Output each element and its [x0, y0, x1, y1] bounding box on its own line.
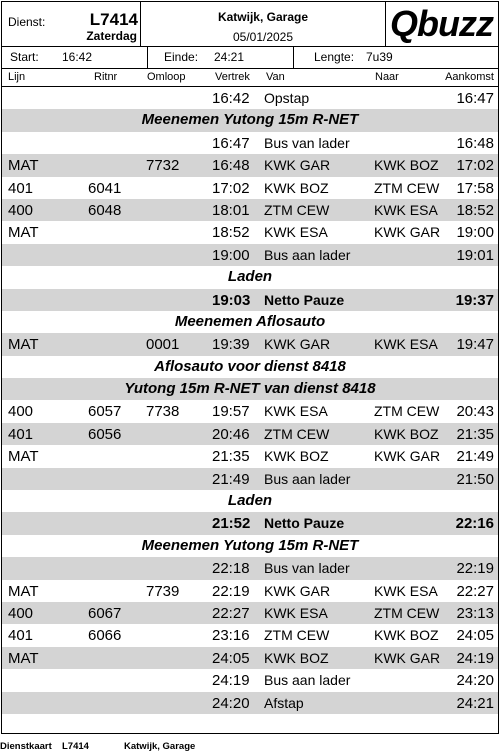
trip-row	[2, 154, 498, 176]
trip-row	[2, 199, 498, 221]
cell-van: KWK ESA	[264, 403, 328, 420]
cell-ritnr: 6066	[88, 627, 122, 645]
section-heading-text: Meenemen Aflosauto	[174, 312, 326, 330]
cell-vertrek: 19:03	[212, 291, 251, 309]
cell-vertrek: 22:18	[212, 560, 250, 578]
cell-naar: ZTM CEW	[374, 403, 440, 420]
cell-omloop: 7732	[146, 157, 180, 175]
cell-lijn: MAT	[8, 582, 39, 600]
start-cell	[2, 47, 148, 68]
cell-omloop: 7738	[146, 403, 180, 421]
section-heading	[2, 535, 498, 557]
cell-lijn: MAT	[8, 224, 39, 242]
cell-lijn: 401	[8, 179, 34, 197]
col-van: Van	[266, 71, 285, 83]
footer-depot: Katwijk, Garage	[124, 741, 196, 752]
cell-aankomst: 22:19	[456, 560, 494, 578]
start-label: Start:	[10, 50, 39, 64]
trip-row	[2, 512, 498, 534]
cell-aankomst: 16:48	[456, 134, 494, 152]
section-heading	[2, 490, 498, 512]
trip-row	[2, 400, 498, 422]
section-heading-text: Aflosauto voor dienst 8418	[154, 357, 346, 375]
cell-aankomst: 17:58	[456, 179, 494, 197]
cell-van: KWK BOZ	[264, 448, 329, 465]
cell-aankomst: 24:19	[456, 649, 494, 667]
cell-van: Netto Pauze	[264, 515, 345, 532]
cell-vertrek: 24:05	[212, 649, 250, 667]
trip-row	[2, 289, 498, 311]
trip-row	[2, 468, 498, 490]
cell-vertrek: 18:01	[212, 201, 250, 219]
cell-lijn: MAT	[8, 448, 39, 466]
cell-van: KWK BOZ	[264, 179, 329, 196]
cell-aankomst: 24:05	[456, 627, 494, 645]
cell-vertrek: 19:39	[212, 336, 250, 354]
length-cell	[294, 47, 499, 68]
footer-title: Dienstkaart	[0, 741, 52, 752]
cell-vertrek: 21:35	[212, 448, 250, 466]
column-header	[2, 69, 498, 87]
cell-naar: KWK ESA	[374, 336, 438, 353]
section-heading	[2, 311, 498, 333]
cell-naar: KWK GAR	[374, 224, 441, 241]
duty-date: 05/01/2025	[232, 30, 294, 44]
end-cell	[148, 47, 294, 68]
cell-van: KWK GAR	[264, 157, 331, 174]
trip-row	[2, 333, 498, 355]
trip-row	[2, 221, 498, 243]
col-naar: Naar	[375, 71, 399, 83]
cell-van: Bus van lader	[264, 134, 350, 151]
cell-van: Bus aan lader	[264, 470, 351, 487]
trip-row	[2, 557, 498, 579]
cell-van: KWK GAR	[264, 582, 331, 599]
end-label: Einde:	[164, 50, 199, 64]
col-ritnr: Ritnr	[94, 71, 118, 83]
cell-van: Bus van lader	[264, 560, 350, 577]
trip-row	[2, 647, 498, 669]
col-vertrek: Vertrek	[215, 71, 250, 83]
cell-naar: KWK ESA	[374, 582, 438, 599]
cell-aankomst: 21:50	[456, 470, 494, 488]
cell-naar: KWK BOZ	[374, 157, 439, 174]
section-heading-text: Yutong 15m R-NET van dienst 8418	[124, 380, 376, 398]
col-lijn: Lijn	[8, 71, 26, 83]
section-heading-text: Meenemen Yutong 15m R-NET	[141, 111, 359, 129]
cell-ritnr: 6057	[88, 403, 122, 421]
cell-van: Opstap	[264, 90, 310, 106]
cell-van: KWK ESA	[264, 604, 328, 621]
cell-aankomst: 18:52	[456, 201, 494, 219]
cell-lijn: MAT	[8, 157, 39, 175]
depot-name: Katwijk, Garage	[217, 10, 309, 24]
cell-aankomst: 24:20	[456, 672, 494, 690]
duty-label: Dienst:	[8, 15, 46, 29]
trip-row	[2, 445, 498, 467]
section-heading-text: Laden	[227, 492, 273, 510]
trip-row	[2, 132, 498, 154]
cell-naar: ZTM CEW	[374, 179, 440, 196]
cell-van: Netto Pauze	[264, 291, 345, 308]
cell-aankomst: 17:02	[456, 157, 494, 175]
cell-van: ZTM CEW	[264, 201, 330, 218]
duty-day: Zaterdag	[86, 29, 137, 43]
cell-vertrek: 21:52	[212, 515, 251, 533]
cell-aankomst: 22:27	[456, 582, 494, 600]
section-heading	[2, 378, 498, 400]
cell-naar: KWK GAR	[374, 649, 441, 666]
cell-vertrek: 16:42	[212, 90, 250, 107]
cell-vertrek: 22:19	[212, 582, 250, 600]
section-heading-text: Meenemen Yutong 15m R-NET	[141, 536, 359, 554]
footer-duty-number: L7414	[62, 741, 89, 752]
duty-times	[2, 47, 498, 69]
cell-vertrek: 19:00	[212, 246, 250, 264]
cell-lijn: MAT	[8, 649, 39, 667]
cell-vertrek: 16:47	[212, 134, 250, 152]
cell-naar: ZTM CEW	[374, 604, 440, 621]
cell-lijn: 400	[8, 604, 34, 622]
col-omloop: Omloop	[147, 71, 186, 83]
cell-naar: KWK BOZ	[374, 425, 439, 442]
cell-vertrek: 22:27	[212, 604, 250, 622]
cell-vertrek: 23:16	[212, 627, 250, 645]
cell-van: KWK GAR	[264, 336, 331, 353]
cell-vertrek: 19:57	[212, 403, 250, 421]
cell-omloop: 0001	[146, 336, 180, 354]
section-heading	[2, 356, 498, 378]
cell-vertrek: 24:20	[212, 694, 250, 712]
trip-row	[2, 87, 498, 109]
cell-lijn: MAT	[8, 336, 39, 354]
cell-aankomst: 19:01	[456, 246, 494, 264]
cell-aankomst: 22:16	[455, 515, 494, 533]
section-heading	[2, 266, 498, 288]
cell-ritnr: 6067	[88, 604, 122, 622]
cell-aankomst: 23:13	[456, 604, 494, 622]
trip-row	[2, 177, 498, 199]
trip-row	[2, 692, 498, 714]
cell-van: KWK BOZ	[264, 649, 329, 666]
cell-lijn: 401	[8, 425, 34, 443]
card-header	[2, 2, 498, 47]
cell-van: Afstap	[264, 694, 304, 711]
cell-naar: KWK GAR	[374, 448, 441, 465]
end-value: 24:21	[214, 50, 245, 64]
cell-vertrek: 16:48	[212, 157, 250, 175]
cell-vertrek: 24:19	[212, 672, 250, 690]
duty-number: L7414	[89, 10, 138, 29]
cell-lijn: 400	[8, 403, 34, 421]
cell-aankomst: 19:47	[456, 336, 494, 354]
cell-aankomst: 21:35	[456, 425, 494, 443]
cell-naar: KWK BOZ	[374, 627, 439, 644]
cell-van: Bus aan lader	[264, 672, 351, 689]
trip-row	[2, 624, 498, 646]
duty-card	[1, 1, 499, 734]
start-value: 16:42	[62, 50, 93, 64]
cell-lijn: 401	[8, 627, 34, 645]
section-heading-text: Laden	[227, 268, 273, 286]
length-label: Lengte:	[314, 50, 355, 64]
cell-van: Bus aan lader	[264, 246, 351, 263]
length-value: 7u39	[366, 50, 393, 64]
cell-aankomst: 16:47	[456, 90, 494, 107]
trip-row	[2, 244, 498, 266]
cell-ritnr: 6041	[88, 179, 122, 197]
cell-omloop: 7739	[146, 582, 180, 600]
cell-aankomst: 20:43	[456, 403, 494, 421]
duty-info-cell	[2, 2, 141, 47]
logo-cell	[386, 2, 499, 47]
cell-vertrek: 20:46	[212, 425, 250, 443]
cell-aankomst: 19:00	[456, 224, 494, 242]
trip-list	[2, 87, 498, 714]
trip-row	[2, 580, 498, 602]
trip-row	[2, 423, 498, 445]
section-heading	[2, 109, 498, 131]
cell-van: ZTM CEW	[264, 425, 330, 442]
cell-vertrek: 17:02	[212, 179, 250, 197]
cell-van: ZTM CEW	[264, 627, 330, 644]
trip-row	[2, 669, 498, 691]
trip-row	[2, 602, 498, 624]
cell-vertrek: 21:49	[212, 470, 250, 488]
cell-aankomst: 24:21	[456, 694, 494, 712]
depot-cell	[141, 2, 386, 47]
cell-ritnr: 6048	[88, 201, 122, 219]
cell-aankomst: 19:37	[455, 291, 494, 309]
cell-van: KWK ESA	[264, 224, 328, 241]
col-aankomst: Aankomst	[445, 71, 494, 83]
cell-aankomst: 21:49	[456, 448, 494, 466]
cell-naar: KWK ESA	[374, 201, 438, 218]
cell-ritnr: 6056	[88, 425, 122, 443]
qbuzz-logo: Qbuzz	[390, 3, 493, 44]
cell-lijn: 400	[8, 201, 34, 219]
cell-vertrek: 18:52	[212, 224, 250, 242]
